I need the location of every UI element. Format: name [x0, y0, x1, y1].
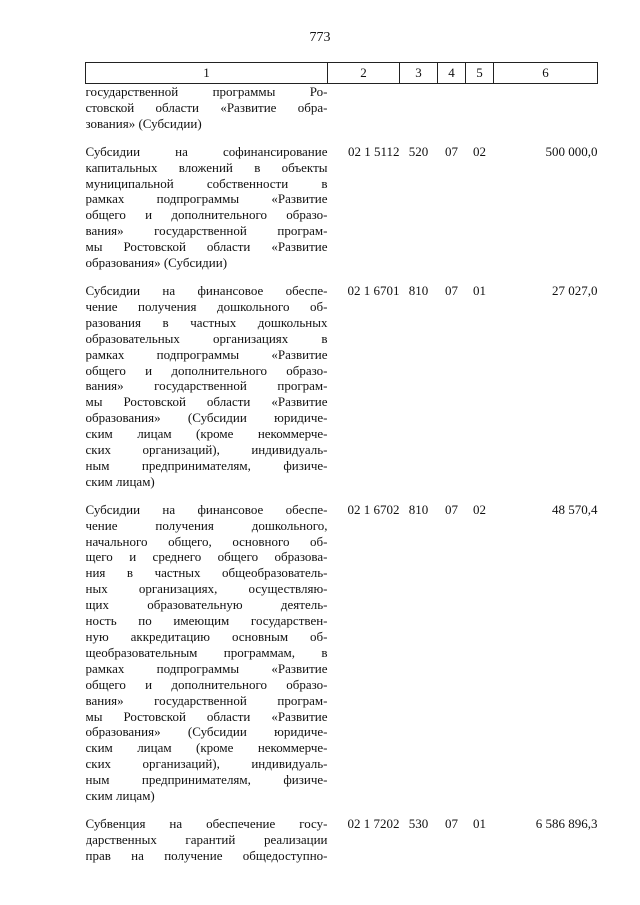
description-line: ских организаций), индивидуаль- [85, 442, 328, 458]
description-line: ским лицам (кроме некоммерче- [85, 426, 328, 442]
subsection-code: 01 [473, 282, 486, 298]
column-header-row [86, 63, 598, 84]
row-description [86, 502, 328, 804]
expense-type-code [400, 84, 438, 132]
description-line: Субсидии на финансовое обеспе- [85, 282, 328, 298]
row-spacer-cell [86, 132, 598, 144]
row-spacer [86, 804, 598, 816]
description-line: общего и дополнительного образо- [85, 362, 328, 378]
amount-value: 500 000,0 [545, 143, 598, 159]
description-line: капитальных вложений в объекты [85, 159, 328, 175]
description-line: рамках подпрограммы «Развитие [85, 660, 328, 676]
description-line: начального общего, основного об- [85, 533, 328, 549]
target-article-code [328, 84, 400, 132]
description-line: ных организациях, осуществляю- [85, 581, 328, 597]
description-line: вания» государственной програм- [85, 378, 328, 394]
description-line: щего и среднего общего образова- [85, 549, 328, 565]
description-line: вания» государственной програм- [85, 223, 328, 239]
description-line: ния в частных общеобразователь- [85, 565, 328, 581]
table-body [86, 84, 598, 864]
description-line: ским лицам) [85, 788, 155, 804]
table-row [86, 144, 598, 271]
description-line: общего и дополнительного образо- [85, 676, 328, 692]
section-code [438, 84, 466, 132]
amount-value [494, 84, 598, 132]
description-line: образования» (Субсидии юридиче- [85, 724, 328, 740]
column-header-3: 3 [400, 63, 438, 84]
description-line: образования» (Субсидии) [85, 255, 228, 271]
subsection-code: 01 [473, 815, 486, 831]
target-article-code: 02 1 6702 [347, 501, 400, 517]
column-header-2: 2 [328, 63, 400, 84]
target-article-code: 02 1 7202 [347, 815, 400, 831]
description-line: ским лицам (кроме некоммерче- [85, 740, 328, 756]
row-spacer [86, 271, 598, 283]
target-article-code: 02 1 5112 [347, 143, 400, 159]
column-header-1: 1 [86, 63, 328, 84]
description-line: щеобразовательным программам, в [85, 644, 328, 660]
description-line: ную аккредитацию основным об- [85, 629, 328, 644]
row-spacer-cell [86, 271, 598, 283]
section-code: 07 [445, 815, 458, 831]
subsection-code: 02 [473, 501, 486, 517]
description-line: чение получения дошкольного, [85, 517, 328, 533]
table-row [86, 84, 598, 132]
column-header-6: 6 [494, 63, 598, 84]
section-code: 07 [445, 282, 458, 298]
column-header-4: 4 [438, 63, 466, 84]
row-description [86, 144, 328, 271]
subsection-code [466, 84, 494, 132]
row-spacer-cell [86, 490, 598, 502]
description-line: Субсидии на софинансирование [85, 143, 328, 159]
description-line: рамках подпрограммы «Развитие [85, 191, 328, 207]
page-number: 773 [309, 30, 331, 45]
section-code: 07 [445, 143, 458, 159]
description-line: ность по имеющим государствен- [85, 613, 328, 629]
row-spacer [86, 132, 598, 144]
expense-type-code: 520 [408, 143, 429, 159]
row-spacer-cell [86, 804, 598, 816]
description-line: зования» (Субсидии) [85, 115, 202, 131]
row-spacer [86, 490, 598, 502]
description-line: мы Ростовской области «Развитие [85, 394, 328, 410]
budget-table [85, 62, 598, 864]
expense-type-code: 530 [408, 815, 429, 831]
section-code: 07 [445, 501, 458, 517]
description-line: щих образовательную деятель- [85, 597, 328, 613]
description-line: Субвенция на обеспечение госу- [85, 815, 328, 831]
description-line: прав на получение общедоступно- [85, 847, 328, 863]
description-line: ским лицам) [85, 473, 155, 489]
description-line: муниципальной собственности в [85, 175, 328, 191]
description-line: стовской области «Развитие обра- [85, 99, 328, 115]
expense-type-code: 810 [408, 282, 429, 298]
description-line: государственной программы Ро- [85, 84, 328, 99]
target-article-code: 02 1 6701 [347, 282, 400, 298]
table-row [86, 283, 598, 490]
table-row [86, 502, 598, 804]
description-line: общего и дополнительного образо- [85, 207, 328, 223]
description-line: разования в частных дошкольных [85, 314, 328, 330]
description-line: мы Ростовской области «Развитие [85, 708, 328, 724]
subsection-code: 02 [473, 143, 486, 159]
row-description [86, 84, 328, 132]
description-line: ным предпринимателям, физиче- [85, 457, 328, 473]
amount-value: 6 586 896,3 [535, 815, 598, 831]
description-line: образования» (Субсидии юридиче- [85, 410, 328, 426]
description-line: мы Ростовской области «Развитие [85, 239, 328, 255]
row-description [86, 283, 328, 490]
description-line: чение получения дошкольного об- [85, 298, 328, 314]
description-line: дарственных гарантий реализации [85, 831, 328, 847]
description-line: вания» государственной програм- [85, 692, 328, 708]
expense-type-code: 810 [408, 501, 429, 517]
table-row [86, 816, 598, 864]
column-header-5: 5 [466, 63, 494, 84]
description-line: ным предпринимателям, физиче- [85, 772, 328, 788]
amount-value: 27 027,0 [552, 282, 598, 298]
amount-value: 48 570,4 [552, 501, 598, 517]
row-description [86, 816, 328, 864]
description-line: Субсидии на финансовое обеспе- [85, 501, 328, 517]
description-line: образовательных организациях в [85, 330, 328, 346]
description-line: рамках подпрограммы «Развитие [85, 346, 328, 362]
description-line: ских организаций), индивидуаль- [85, 756, 328, 772]
